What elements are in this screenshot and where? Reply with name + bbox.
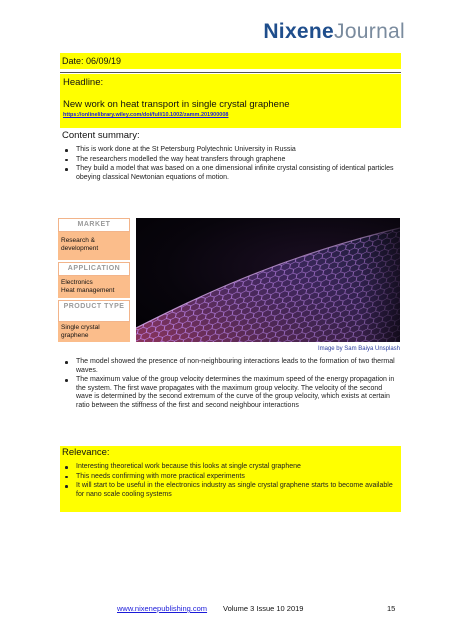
market-value: Research & development [58, 232, 130, 260]
journal-logo [263, 20, 405, 44]
list-item: The researchers modelled the way heat transfers through graphene [62, 156, 398, 165]
list-item: The model showed the presence of non-neighbouring interactions leads to the formation of two thermal waves. [62, 358, 398, 375]
info-sidebar [58, 218, 130, 344]
image-credit: Image by Sam Baiya Unsplash [317, 346, 400, 352]
graphene-lattice-icon [136, 218, 400, 342]
list-item: This needs confirming with more practical experiments [62, 473, 396, 482]
content-summary-title: Content summary: [62, 130, 140, 141]
divider [60, 72, 401, 73]
list-item: They build a model that was based on a one dimensional infinite crystal consisting of identical particles obeying classical Newtonian equations of motion. [62, 165, 398, 182]
page-number: 15 [387, 604, 396, 613]
headline-title: New work on heat transport in single crystal graphene [63, 99, 290, 110]
date-field: Date: 06/09/19 [60, 53, 401, 69]
list-item: Interesting theoretical work because this looks at single crystal graphene [62, 463, 396, 472]
article-link[interactable]: https://onlinelibrary.wiley.com/doi/full/10.1002/zamm.201900008 [63, 112, 229, 118]
application-value: Heat management [61, 287, 115, 294]
issue-info: Volume 3 Issue 10 2019 [223, 604, 304, 613]
publisher-link[interactable]: www.nixenepublishing.com [117, 604, 208, 613]
headline-box [60, 74, 401, 128]
headline-label: Headline: [63, 77, 104, 88]
list-item: This is work done at the St Petersburg Polytechnic University in Russia [62, 146, 398, 155]
product-type-heading: PRODUCT TYPE [58, 300, 130, 322]
graphene-lattice-image [136, 218, 400, 342]
application-value: Electronics [61, 279, 93, 286]
relevance-list [62, 463, 396, 500]
summary-list [62, 146, 398, 183]
relevance-title: Relevance: [62, 447, 110, 458]
logo-journal: Journal [334, 20, 405, 43]
list-item: It will start to be useful in the electronics industry as single crystal graphene starts to become available for nano scale cooling systems [62, 482, 396, 499]
market-heading: MARKET [58, 218, 130, 232]
details-list [62, 358, 398, 412]
logo-nixene: Nixene [263, 20, 335, 43]
application-values [58, 276, 130, 298]
relevance-box [60, 446, 401, 512]
list-item: The maximum value of the group velocity determines the maximum speed of the energy propagation in the system. The first wave propagates with the maximum group velocity. The velocity of the second wave is determined by the second extremum of the curve of the group velocity, which exists at certain ratio between the stiffness of the first and second neighbour interactions [62, 376, 398, 410]
application-heading: APPLICATION [58, 262, 130, 276]
product-type-value: Single crystal graphene [58, 322, 130, 342]
